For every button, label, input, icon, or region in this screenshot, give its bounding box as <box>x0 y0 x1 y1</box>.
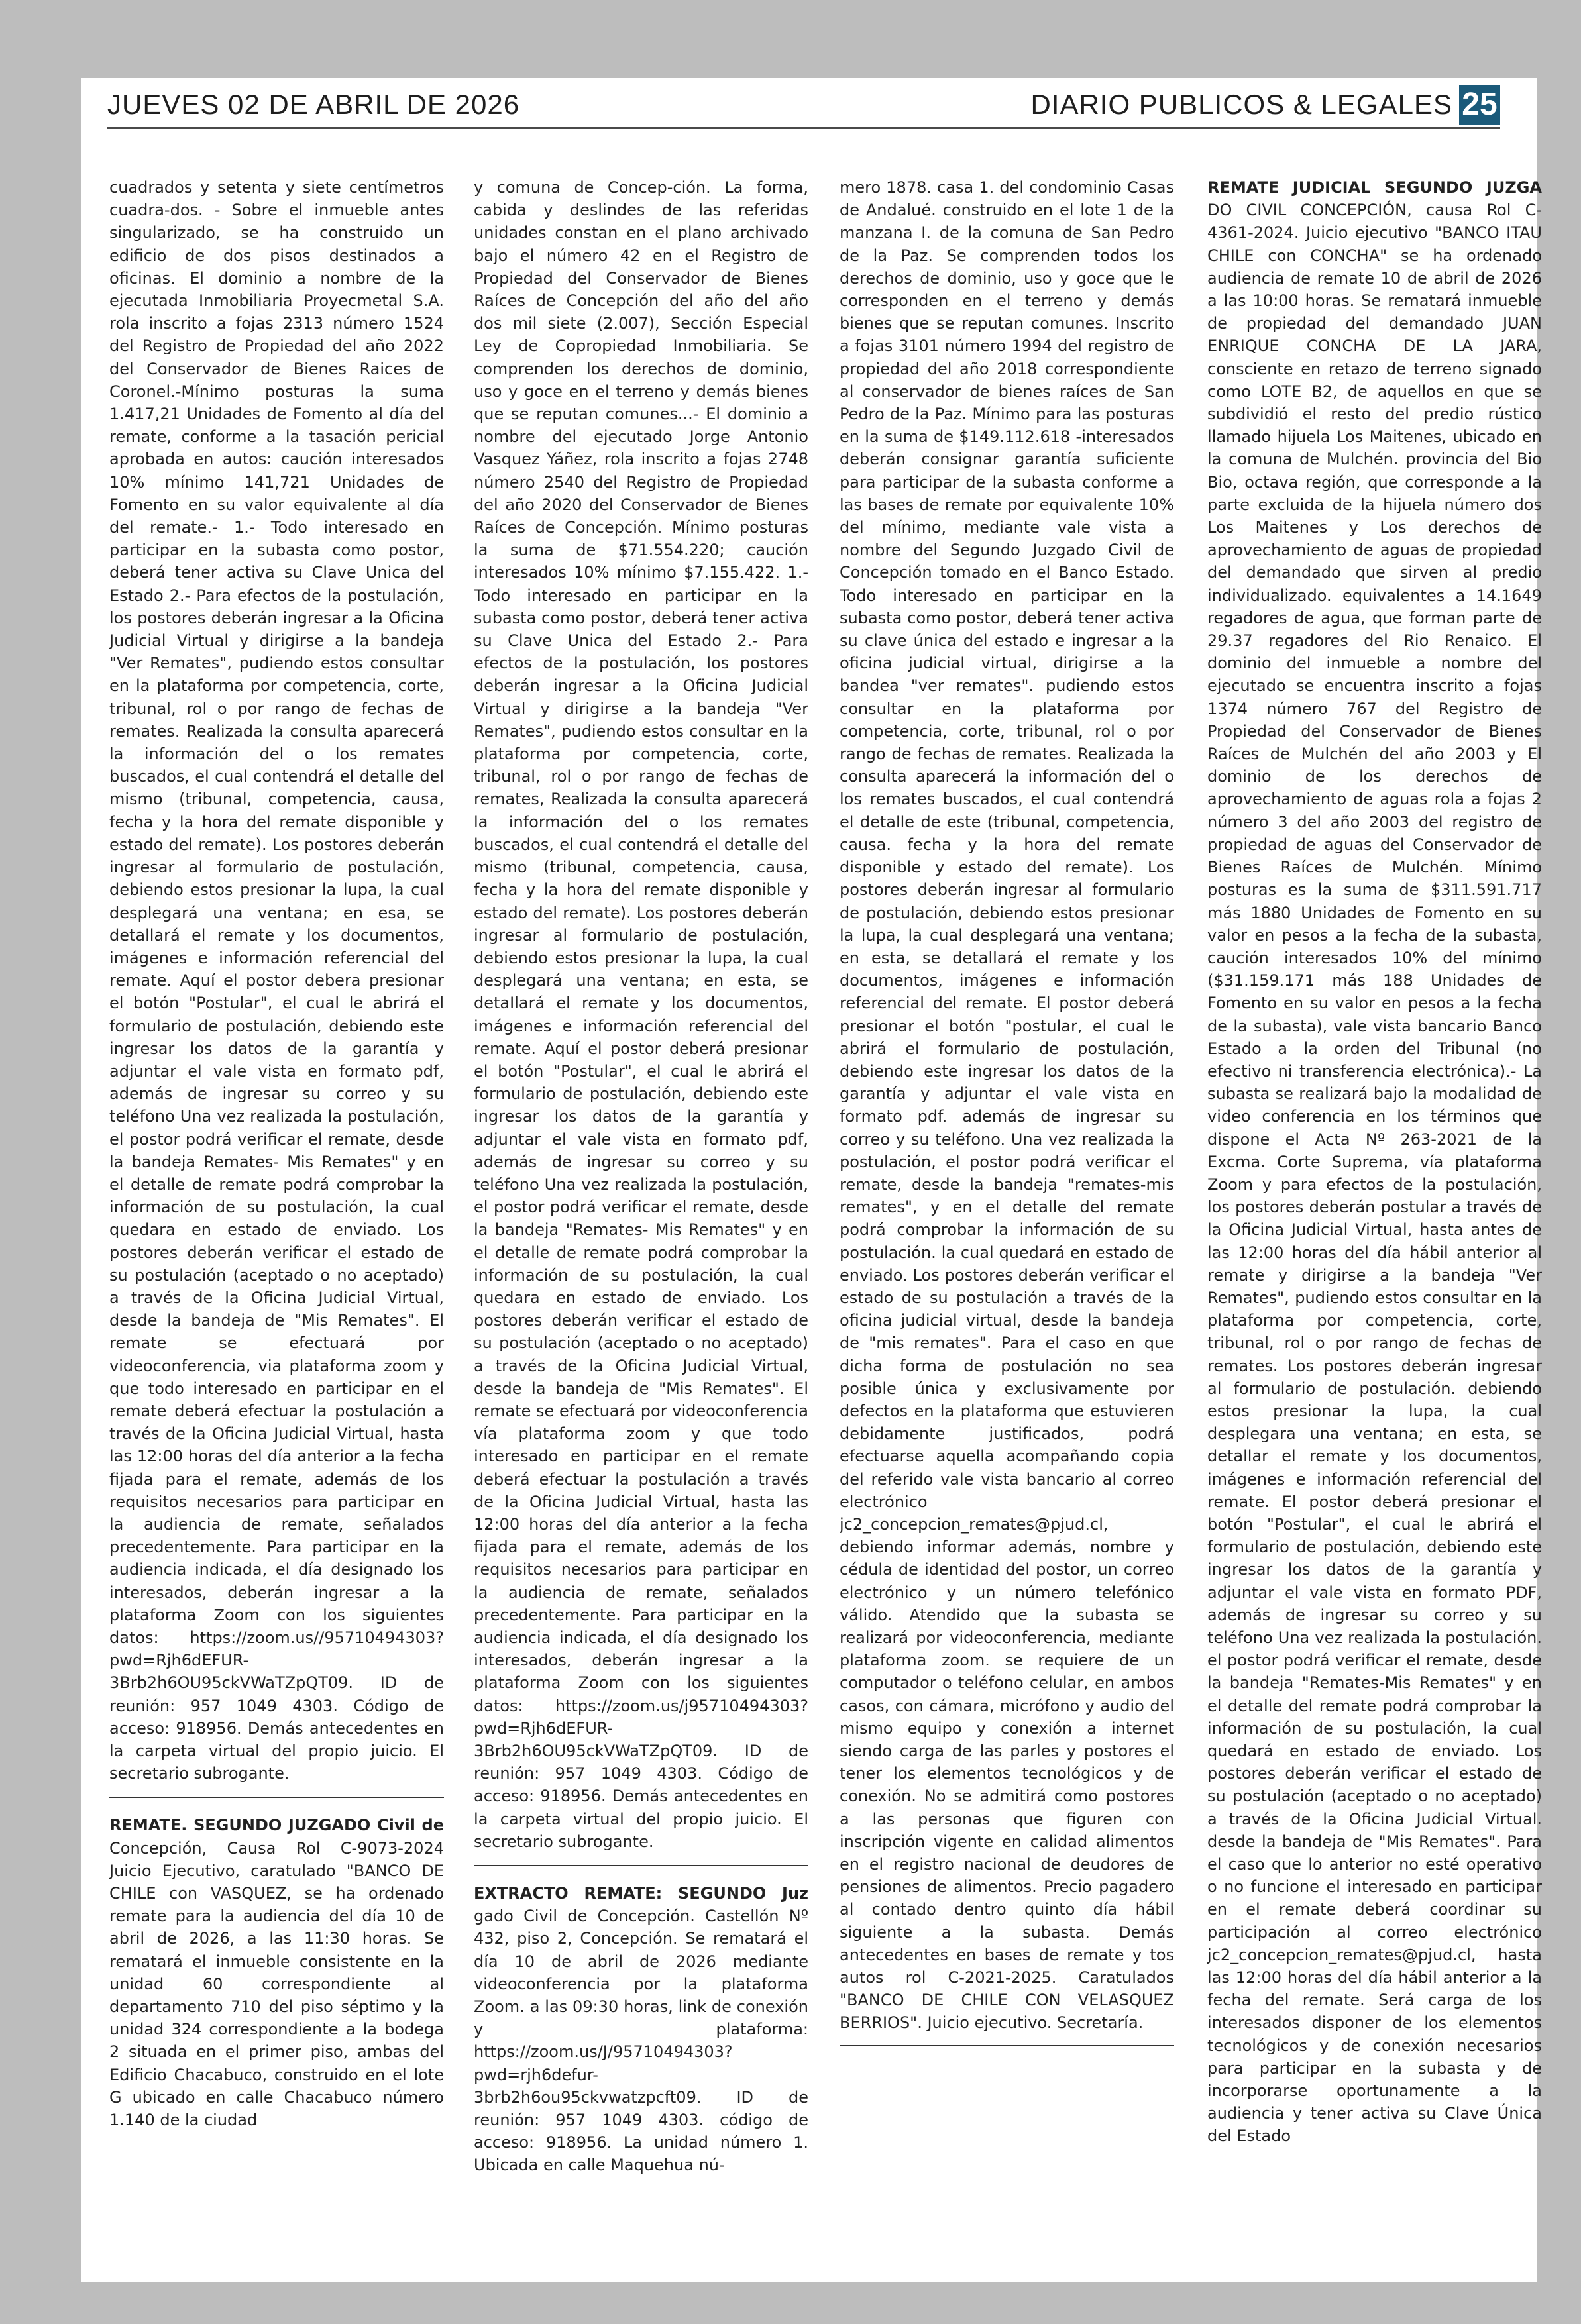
notice-body: DO CIVIL CONCEPCIÓN, causa Rol C-4361-2024. Juicio ejecutivo "BANCO ITAU CHILE con CONCHA" se ha ordenado audiencia de remate 10 de abril de 2026 a las 10:00 horas. Se rematará inmueble de propiedad del demandado JUAN ENRIQUE CONCHA DE LA JARA, consciente en retazo de terreno signado como LOTE B2, de aquellos en que se subdividió el resto del predio rústico llamado hijuela Los Maitenes, ubicado en la comuna de Mulchén. provincia del Bio Bio, octava región, que corresponde a la parte excluida de la hijuela número dos Los Maitenes y Los derechos de aprovechamiento de aguas de propiedad del demandado que sirven al predio individualizado. equivalentes a 14.1649 regadores de agua, que forman parte de 29.37 regadores del Rio Renaico. El dominio del inmueble a nombre del ejecutado se encuentra inscrito a fojas 1374 número 767 del Registro de Propiedad del Conservador de Bienes Raíces de Mulchén del año 2003 y El dominio de los derechos de aprovechamiento de aguas rola a fojas 2 número 3 del año 2003 del registro de propiedad de aguas del Conservador de Bienes Raíces de Mulchén. Mínimo posturas es la suma de $311.591.717 más 1880 Unidades de Fomento en su valor en pesos a la fecha de la subasta, caución interesados 10% del mínimo ($31.159.171 más 188 Unidades de Fomento en su valor en pesos a la fecha de la subasta), vale vista bancario Banco Estado a la orden del Tribunal (no efectivo ni transferencia electrónica).- La subasta se realizará bajo la modalidad de video conferencia en los términos que dispone el Acta Nº 263-2021 de la Excma. Corte Suprema, vía plataforma Zoom y para efectos de la postulación, los postores deberán postular a través de la Oficina Judicial Virtual, hasta antes de las 12:00 horas del día hábil anterior al remate y dirigirse a la bandeja "Ver Remates", pudiendo estos consultar en la plataforma por competencia, corte, tribunal, rol o por rango de fechas de remates. Los postores deberán ingresar al formulario de postulación. debiendo estos presionar la lupa, la cual desplegara una ventana; en esta, se detallar el remate y los documentos, imágenes e información referencial del remate. El postor deberá presionar el botón "Postular", el cual le abrirá el formulario de postulación, debiendo este ingresar los datos de la garantía y adjuntar el vale vista en formato PDF, además de ingresar su correo y su teléfono Una vez realizada la postulación. el postor podrá verificar el remate, desde la bandeja "Remates-Mis Remates" y en el detalle del remate podrá comprobar la información de su postulación, la cual quedará en estado de enviado. Los postores deberán verificar el estado de su postulación (aceptado o no aceptado) a través de la Oficina Judicial Virtual. desde la bandeja de "Mis Remates". Para el caso que lo anterior no esté operativo o no funcione el interesado en participar en el remate deberá coordinar su participación al correo electrónico jc2_concepcion_remates@pjud.cl, hasta las 12:00 horas del día hábil anterior a la fecha del remate. Será carga de los interesados disponer de los elementos tecnológicos y de conexión necesarios para participar en la subasta y de incorporarse oportunamente a la audiencia y tener activa su Clave Única del Estado <box>1207 201 1542 2146</box>
notice-title: REMATE. SEGUNDO JUZGADO Civil de <box>109 1816 444 1835</box>
notice-title: REMATE JUDICIAL SEGUNDO JUZGA <box>1207 178 1542 197</box>
notice-body: cuadrados y setenta y siete centímetros cuadra-dos. - Sobre el inmueble antes singularizado, se ha construido un edificio de dos pisos destinados a oficinas. El dominio a nombre de la ejecutada Inmobiliaria Proyecmetal S.A. rola inscrito a fojas 2313 número 1524 del Registro de Propiedad del año 2022 del Conservador de Bienes Raices de Coronel.-Mínimo posturas la suma 1.417,21 Unidades de Fomento al día del remate, conforme a la tasación pericial aprobada en autos: caución interesados 10% mínimo 141,721 Unidades de Fomento en su valor equivalente al día del remate.- 1.- Todo interesado en participar en la subasta como postor, deberá tener activa su Clave Unica del Estado 2.- Para efectos de la postulación, los postores deberán ingresar a la Oficina Judicial Virtual y dirigirse a la bandeja "Ver Remates", pudiendo estos consultar en la plataforma por competencia, corte, tribunal, rol o por rango de fechas de remates. Realizada la consulta aparecerá la información del o los remates buscados, el cual contendrá el detalle del mismo (tribunal, competencia, causa, fecha y la hora del remate disponible y estado del remate). Los postores deberán ingresar al formulario de postulación, debiendo estos presionar la lupa, la cual desplegará una ventana; en esa, se detallará el remate y los documentos, imágenes e información referencial del remate. Aquí el postor debera presionar el botón "Postular", el cual le abrirá el formulario de postulación, debiendo este ingresar los datos de la garantía y adjuntar el vale vista en formato pdf, además de ingresar su correo y su teléfono Una vez realizada la postulación, el postor podrá verificar el remate, desde la bandeja Remates- Mis Remates" y en el detalle de remate podrá comprobar la información de su postulación, la cual quedara en estado de enviado. Los postores deberán verificar el estado de su postulación (aceptado o no aceptado) a través de la Oficina Judicial Virtual, desde la bandeja de "Mis Remates". El remate se efectuará por videoconferencia, via plataforma zoom y que todo interesado en participar en el remate deberá efectuar la postulación a través de la Oficina Judicial Virtual, hasta las 12:00 horas del día anterior a la fecha fijada para el remate, además de los requisitos necesarios para participar en la audiencia de remate, señalados precedentemente. Para participar en la audiencia indicada, el día designado los interesados, deberán ingresar a la plataforma Zoom con los siguientes datos: https://zoom.us//95710494303?pwd=Rjh6dEFUR-3Brb2h6OU95ckVWaTZpQT09. ID de reunión: 957 1049 4303. Código de acceso: 918956. Demás antecedentes en la carpeta virtual del propio juicio. El secretario subrogante. <box>109 178 444 1783</box>
notice-extracto-remate <box>474 1882 808 2177</box>
column-3 <box>840 176 1174 2270</box>
notice-divider <box>474 1865 808 1866</box>
notice-body: gado Civil de Concepción. Castellón Nº 432, piso 2, Concepción. Se rematará el día 10 de abril de 2026 mediante videoconferencia por la plataforma Zoom. a las 09:30 horas, link de conexión y plataforma: https://zoom.us/J/95710494303?pwd=rjh6defur-3brb2h6ou95ckvwatzpcft09. ID de reunión: 957 1049 4303. código de acceso: 918956. La unidad número 1. Ubicada en calle Maquehua nú- <box>474 1907 808 2175</box>
notice-remate-segundo-juzgado <box>109 1814 444 2131</box>
column-4 <box>1207 176 1542 2270</box>
notice-body: y comuna de Concep-ción. La forma, cabida y deslindes de las referidas unidades constan en el plano archivado bajo el número 42 en el Registro de Propiedad del Conservador de Bienes Raíces de Concepción del año del año dos mil siete (2.007), Sección Especial Ley de Copropiedad Inmobiliaria. Se comprenden los derechos de dominio, uso y goce en el terreno y demás bienes que se reputan comunes...- El dominio a nombre del ejecutado Jorge Antonio Vasquez Yáñez, rola inscrito a fojas 2748 número 2540 del Registro de Propiedad del año 2020 del Conservador de Bienes Raíces de Concepción. Mínimo posturas la suma de $71.554.220; caución interesados 10% mínimo $7.155.422. 1.- Todo interesado en participar en la subasta como postor, deberá tener activa su Clave Unica del Estado 2.- Para efectos de la postulación, los postores deberán ingresar a la Oficina Judicial Virtual y dirigirse a la bandeja "Ver Remates", pudiendo estos consultar en la plataforma por competencia, corte, tribunal, rol o por rango de fechas de remates, Realizada la consulta aparecerá la información del o los remates buscados, el cual contendrá el detalle del mismo (tribunal, competencia, causa, fecha y la hora del remate disponible y estado del remate). Los postores deberán ingresar al formulario de postulación, debiendo estos presionar la lupa, la cual desplegará una ventana; en esta, se detaIlará el remate y los documentos, imágenes e información referencial del remate. Aquí el postor deberá presionar el botón "Postular", el cual le abrirá el formulario de postulación, debiendo este ingresar los datos de la garantía y adjuntar el vale vista en formato pdf, además de ingresar su correo y su teléfono Una vez realizada la postulación, el postor podrá verificar el remate, desde la bandeja "Remates- Mis Remates" y en el detalle de remate podrá comprobar la información de su postulación, la cual quedara en estado de enviado. Los postores deberán verificar el estado de su postulación (aceptado o no aceptado) a través de la Oficina Judicial Virtual, desde la bandeja de "Mis Remates". El remate se efectuará por videoconferencia vía plataforma zoom y que todo interesado en participar en el remate deberá efectuar la postulación a través de la Oficina Judicial Virtual, hasta las 12:00 horas del día anterior a la fecha fijada para el remate, además de los requisitos necesarios para participar en la audiencia de remate, señalados precedentemente. Para participar en la audiencia indicada, el día designado los interesados, deberán ingresar a la plataforma Zoom con los siguientes datos: https://zoom.us/j95710494303?pwd=Rjh6dEFUR-3Brb2h6OU95ckVWaTZpQT09. ID de reunión: 957 1049 4303. Código de acceso: 918956. Demás antecedentes en la carpeta virtual del propio juicio. El secretario subrogante. <box>474 178 808 1851</box>
header-date: JUEVES 02 DE ABRIL DE 2026 <box>107 89 520 120</box>
notice-remate-judicial <box>1207 176 1542 2148</box>
page-header <box>107 85 1500 131</box>
notice-end-rule <box>840 2045 1174 2046</box>
notice-divider <box>109 1797 444 1798</box>
notice-title: EXTRACTO REMATE: SEGUNDO Juz <box>474 1884 808 1903</box>
column-2 <box>474 176 808 2270</box>
notice-continued <box>109 176 444 1785</box>
notice-continued <box>840 176 1174 2034</box>
notice-body: Concepción, Causa Rol C-9073-2024 Juicio Ejecutivo, caratulado "BANCO DE CHILE con VASQUEZ, se ha ordenado remate para la audiencia del día 10 de abril de 2026, a las 11:30 horas. Se rematará el inmueble consistente en la unidad 60 correspondiente al departamento 710 del piso séptimo y la unidad 324 correspondiente a la bodega 2 situada en el primer piso, ambas del Edificio Chacabuco, construido en el lote G ubicado en calle Chacabuco número 1.140 de la ciudad <box>109 1838 444 2130</box>
column-1 <box>109 176 444 2270</box>
publication-name: DIARIO PUBLICOS & LEGALES <box>1030 89 1452 120</box>
notice-continued <box>474 176 808 1853</box>
page-number: 25 <box>1459 85 1500 125</box>
header-rule <box>107 127 1500 129</box>
notice-body: mero 1878. casa 1. del condominio Casas de Andalué. construido en el lote 1 de la manzana I. de la comuna de San Pedro de la Paz. Se comprenden todos los derechos de dominio, uso y goce que le corresponden en el terreno y demás bienes que se reputan comunes. Inscrito a fojas 3101 número 1994 del registro de propiedad del año 2018 correspondiente al conservador de bienes raíces de San Pedro de la Paz. Mínimo para las posturas en la suma de $149.112.618 -interesados deberán consignar garantía suficiente para participar de la subasta conforme a las bases de remate por equivalente 10% del mínimo, mediante vale vista a nombre del Segundo Juzgado Civil de Concepción tomado en el Banco Estado. Todo interesado en participar en la subasta como postor, deberá tener activa su clave única del estado e ingresar a la oficina judicial virtual, dirigirse a la bandea "ver remates". pudiendo estos consultar en la plataforma por competencia, corte, tribunal, rol o por rango de fechas de remates. Realizada la consulta aparecerá la información del o los remates buscados, el cual contendrá el detalle de este (tribunal, competencia, causa. fecha y la hora del remate disponible y estado del remate). Los postores deberán ingresar al formulario de postulación, debiendo estos presionar la lupa, la cual desplegará una ventana; en esta, se detallará el remate y los documentos, imágenes e información referencial del remate. El postor deberá presionar el botón "postular, el cual le abrirá el formulario de postulación, debiendo este ingresar los datos de la garantía y adjuntar el vale vista en formato pdf. además de ingresar su correo y su teléfono. Una vez realizada la postulación, el postor podrá verificar el remate, desde la bandeja "remates-mis remates", y en el detalle del remate podrá comprobar la información de su postulación. la cual quedará en estado de enviado. Los postores deberán verificar el estado de su postulación a través de la oficina judicial virtual, desde la bandeja de "mis remates". Para el caso en que dicha forma de postulación no sea posible única y exclusivamente por defectos en la plataforma que estuvieren debidamente justificados, podrá efectuarse aquella acompañando copia del referido vale vista bancario al correo electrónico jc2_concepcion_remates@pjud.cl, debiendo informar además, nombre y cédula de identidad del postor, un correo electrónico y un número telefónico válido. Atendido que la subasta se realizará por videoconferencia, mediante plataforma zoom. se requiere de un computador o teléfono celular, en ambos casos, con cámara, micrófono y audio del mismo equipo y conexión a internet siendo carga de las parles y postores el tener los elementos tecnológicos y de conexión. No se admitirá como postores a las personas que figuren con inscripción vigente en calidad alimentos en el registro nacional de deudores de pensiones de alimentos. Precio pagadero al contado dentro quinto día hábil siguiente a la subasta. Demás antecedentes en bases de remate y tos autos rol C-2021-2025. Caratulados "BANCO DE CHILE CON VELASQUEZ BERRIOS". Juicio ejecutivo. Secretaría. <box>840 178 1174 2033</box>
